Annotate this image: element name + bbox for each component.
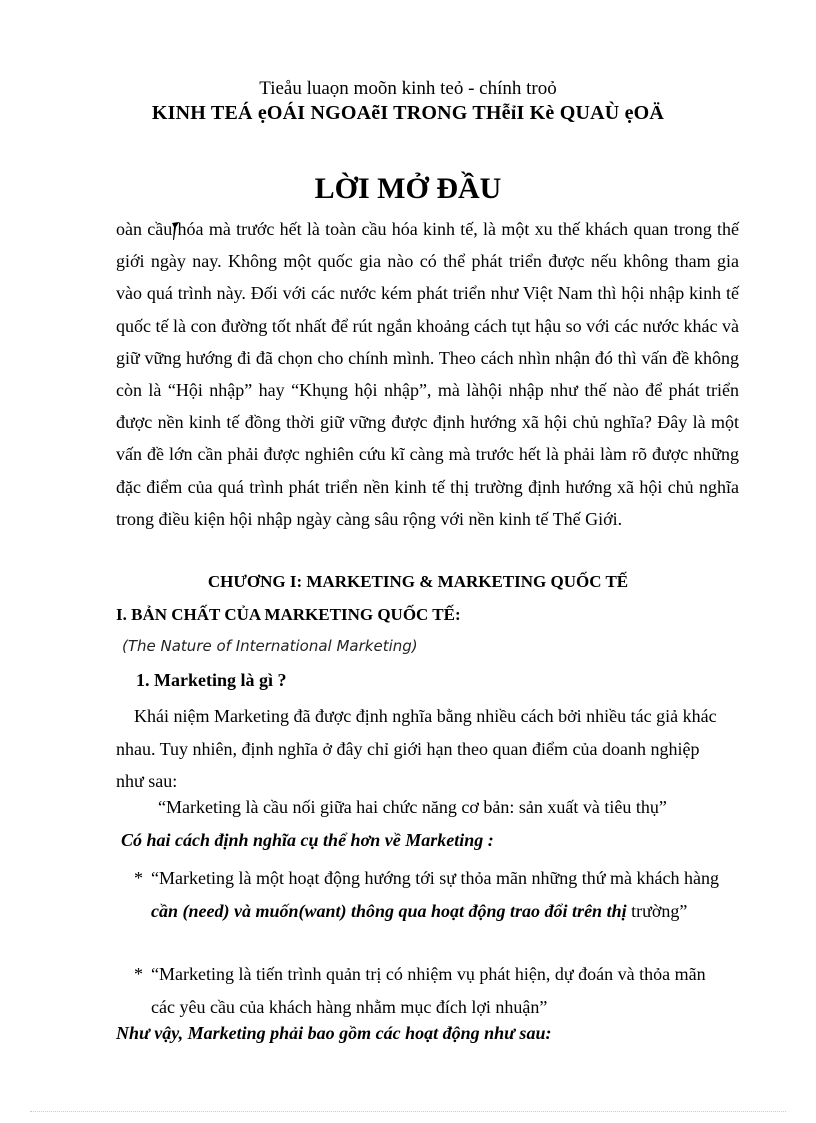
text-cursor-icon [170,221,180,241]
bullet-item [134,862,724,927]
bullet-text-tail: trường” [631,900,688,921]
bullet-text-emphasis: cần (need) và muốn(want) thông qua hoạt động trao đổi trên thị [151,900,627,921]
bullet-star-icon: * [134,964,143,984]
page-title: LỜI MỞ ĐẦU [314,172,502,205]
bullet-text [151,862,724,927]
definition-paragraph: Khái niệm Marketing đã được định nghĩa bằng nhiều cách bởi nhiều tác giả khác nhau. Tuy nhiên, định nghĩa ở đây chỉ giới hạn theo quan điểm của doanh nghiệp như sau: [116,706,717,791]
header-title: KINH TEÁ ẹOÁI NGOAẽI TRONG THễỉI Kè QUAÙ ẹOÄ [151,102,665,124]
section-english-subtitle: (The Nature of International Marketing) [122,637,418,655]
definition-quote: “Marketing là cầu nối giữa hai chức năng cơ bản: sản xuất và tiêu thụ” [158,797,667,817]
page-bottom-divider [30,1111,786,1112]
section-heading: I. BẢN CHẤT CỦA MARKETING QUỐC TẾ: [116,605,461,624]
conclusion-heading: Như vậy, Marketing phải bao gồm các hoạt động như sau: [116,1023,552,1043]
subsection-heading: 1. Marketing là gì ? [136,670,287,690]
bullet-text: “Marketing là tiến trình quản trị có nhiệm vụ phát hiện, dự đoán và thỏa mãn các yêu cầu của khách hàng nhằm mục đích lợi nhuận” [151,964,706,1017]
bullet-text-lead: “Marketing là một hoạt động hướng tới sự thỏa mãn những thứ mà khách hàng [151,868,719,888]
two-definitions-heading: Có hai cách định nghĩa cụ thể hơn về Marketing : [121,830,494,850]
bullet-star-icon: * [134,868,143,888]
chapter-heading: CHƯƠNG I: MARKETING & MARKETING QUỐC TẾ [207,572,629,591]
intro-paragraph: oàn cầu hóa mà trước hết là toàn cầu hóa kinh tế, là một xu thế khách quan trong thế giới ngày nay. Không một quốc gia nào có thể phát triển được nếu không tham gia vào quá trình này. Đối với các nước kém phát triển như Việt Nam thì hội nhập kinh tế quốc tế là con đường tốt nhất để rút ngắn khoảng cách tụt hậu so với các nước khác và giữ vững hướng đi đã chọn cho chính mình. Theo cách nhìn nhận đó thì vấn đề không còn là “Hội nhập” hay “Khụng hội nhập”, mà làhội nhập như thế nào để phát triển được nền kinh tế đồng thời giữ vững được định hướng xã hội chủ nghĩa? Đây là một vấn đề lớn cần phải được nghiên cứu kĩ càng mà trước hết là phải làm rõ được những đặc điểm của quá trình phát triển nền kinh tế thị trường định hướng xã hội chủ nghĩa trong điều kiện hội nhập ngày càng sâu rộng với nền kinh tế Thế Giới. [116,219,739,529]
bullet-item [134,958,724,1023]
header-subtitle: Tieåu luaọn moõn kinh teỏ - chính troỏ [259,78,557,99]
